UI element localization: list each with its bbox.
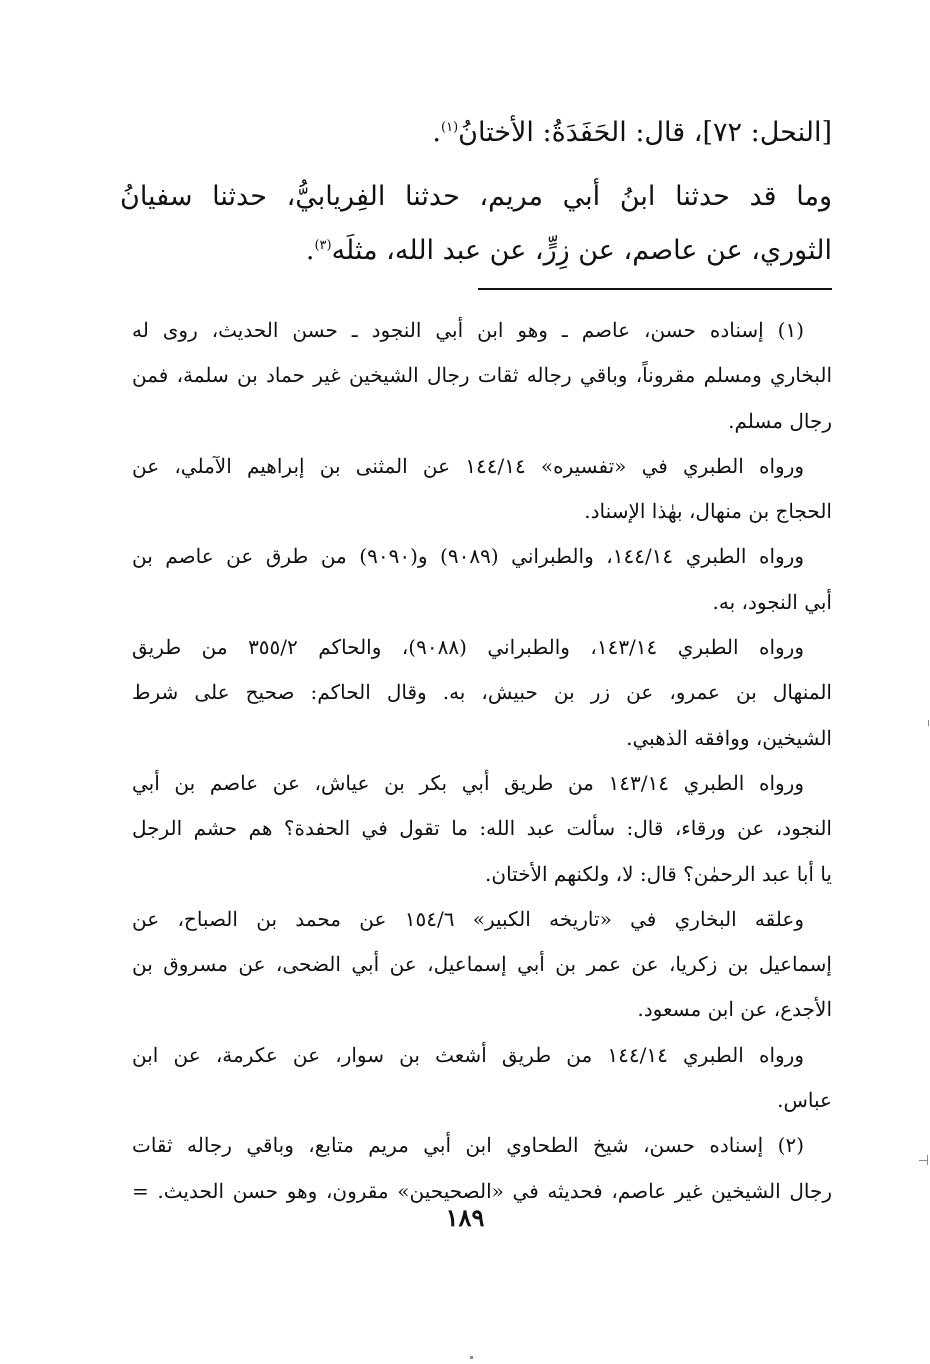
footnote-line: الأجدع، عن ابن مسعود. [637, 997, 832, 1022]
page-number: ١٨٩ [445, 1203, 485, 1232]
footnote-line: ورواه الطبري في «تفسيره» ١٤٤/١٤ عن المثنى بن إبراهيم الآملي، عن [132, 453, 805, 478]
scan-mark [470, 1356, 473, 1359]
scan-mark [928, 720, 929, 726]
scan-mark [927, 1155, 928, 1165]
main-text-line-1-text: [النحل: ٧٢]، قال: الحَفَدَةُ: الأختانُ [458, 117, 832, 148]
footnotes [132, 308, 832, 1214]
footnote-line: المنهال بن عمرو، عن زر بن حبيش، به. وقال الحاكم: صحيح على شرط [132, 680, 832, 705]
footnote-line: الحجاج بن منهال، بهٰذا الإسناد. [584, 499, 832, 524]
footnote-line: ورواه الطبري ١٤٤/١٤، والطبراني (٩٠٨٩) و(٩٠٩٠) من طرق عن عاصم بن [132, 544, 805, 569]
footnote-line: النجود، عن ورقاء، قال: سألت عبد الله: ما تقول في الحفدة؟ هم حشم الرجل [132, 816, 832, 841]
footnote-line: ورواه الطبري ١٤٤/١٤ من طريق أشعث بن سوار، عن عكرمة، عن ابن [132, 1042, 804, 1067]
footnote-line: (٢) إسناده حسن، شيخ الطحاوي ابن أبي مريم متابع، وباقي رجاله ثقات [132, 1133, 804, 1158]
footnote-line: أبي النجود، به. [712, 589, 832, 614]
footnote-line: وعلقه البخاري في «تاريخه الكبير» ١٥٤/٦ عن محمد بن الصباح، عن [132, 906, 804, 931]
footnote-ref-3: (٣) [314, 238, 332, 253]
scan-mark [919, 1160, 927, 1161]
footnote-line: (١) إسناده حسن، عاصم ـ وهو ابن أبي النجود ـ حسن الحديث، روى له [132, 318, 804, 342]
main-text-line-3-text: الثوري، عن عاصم، عن زِرٍّ، عن عبد الله، مثلَه [331, 235, 832, 266]
main-text-line-1 [120, 106, 832, 160]
footnote-line: رجال الشيخين غير عاصم، فحديثه في «الصحيحين» مقرون، وهو حسن الحديث. = [132, 1178, 832, 1203]
main-text-line-1-end: . [432, 117, 441, 148]
footnote-separator [478, 288, 832, 290]
footnote-line: الشيخين، ووافقه الذهبي. [626, 725, 832, 750]
footnote-line: ورواه الطبري ١٤٣/١٤ من طريق أبي بكر بن عياش، عن عاصم بن أبي [132, 770, 804, 795]
footnote-line: يا أبا عبد الرحمٰن؟ قال: لا، ولكنهم الأختان. [485, 861, 832, 886]
main-text-paragraph [120, 170, 832, 278]
main-text-line-2: وما قد حدثنا ابنُ أبي مريم، حدثنا الفِريابيُّ، حدثنا سفيانُ [120, 181, 832, 212]
footnote-line: ورواه الطبري ١٤٣/١٤، والطبراني (٩٠٨٨)، والحاكم ٣٥٥/٢ من طريق [132, 635, 804, 660]
main-text-line-3-end: . [305, 235, 315, 266]
footnote-line: رجال مسلم. [728, 408, 832, 433]
footnote-line: البخاري ومسلم مقروناً، وباقي رجاله ثقات رجال الشيخين غير حماد بن سلمة، فمن [132, 363, 832, 388]
footnote-line: عباس. [777, 1088, 832, 1113]
footnote-ref-1: (١) [441, 120, 459, 135]
footnote-line: إسماعيل بن زكريا، عن عمر بن أبي إسماعيل، عن أبي الضحى، عن مسروق بن [132, 952, 832, 977]
